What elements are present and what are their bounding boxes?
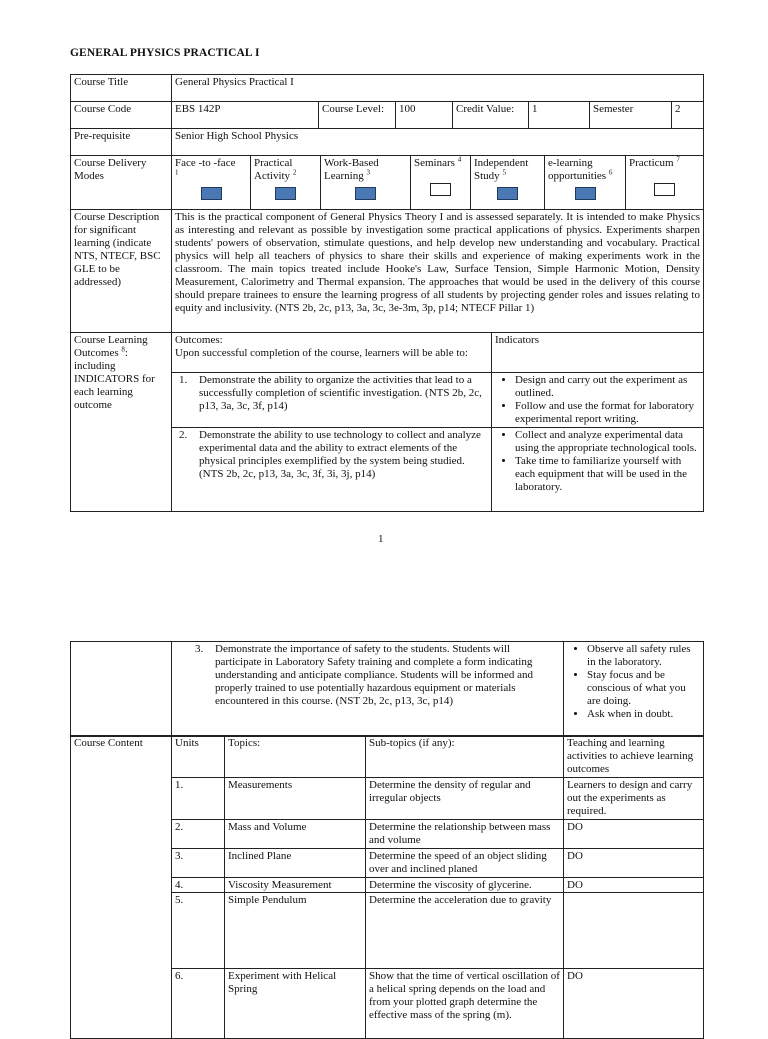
document-title: GENERAL PHYSICS PRACTICAL I	[70, 47, 260, 59]
course-content-table	[70, 641, 704, 737]
label-semester: Semester	[590, 102, 672, 129]
checkbox-work-based-learning[interactable]	[355, 187, 376, 200]
mode-practicum	[626, 156, 704, 210]
label-prerequisite: Pre-requisite	[71, 129, 172, 156]
footnote-ref: 3	[366, 168, 370, 177]
row-prerequisite	[71, 129, 704, 156]
topic: Mass and Volume	[225, 820, 366, 849]
outcome-1-indicators	[492, 373, 704, 428]
empty-label-cell	[71, 642, 172, 737]
content-header-row	[71, 736, 704, 778]
topic: Measurements	[225, 778, 366, 820]
mode-name: Face -to -face	[175, 157, 236, 169]
footnote-ref: 4	[457, 155, 462, 164]
label-course-level: Course Level:	[319, 102, 396, 129]
activity: Learners to design and carry out the experiments as required.	[564, 778, 704, 820]
delivery-modes-table	[70, 155, 704, 210]
topic: Simple Pendulum	[225, 893, 366, 969]
indicator-item: • Ask when in doubt.	[587, 708, 700, 721]
activity: DO	[564, 969, 704, 1039]
unit-number: 4.	[172, 878, 225, 893]
activity	[564, 893, 704, 969]
checkbox-e-learning[interactable]	[575, 187, 596, 200]
subtopic: Determine the speed of an object sliding over and inclined planed	[366, 849, 564, 878]
row-course-title	[71, 75, 704, 102]
mode-face-to-face	[172, 156, 251, 210]
activity: DO	[564, 849, 704, 878]
mode-e-learning: e-learning opportunities $^6$	[545, 156, 626, 210]
header-teaching: Teaching and learning activities to achieve learning outcomes	[564, 736, 704, 778]
outcome-2	[172, 428, 492, 512]
value-course-level: 100	[396, 102, 453, 129]
page-number: 1	[378, 533, 384, 545]
footnote-ref: 7	[676, 155, 680, 164]
description-outcomes-table	[70, 209, 704, 512]
unit-number: 5.	[172, 893, 225, 969]
value-semester: 2	[672, 102, 704, 129]
checkbox-practical-activity[interactable]	[275, 187, 296, 200]
outcomes-intro: Upon successful completion of the course, learners will be able to:	[175, 347, 468, 359]
activity: DO	[564, 878, 704, 893]
indicator-item: • Take time to familiarize yourself with each equipment that will be used in the laboratory.	[515, 455, 700, 494]
course-info-table	[70, 74, 704, 156]
subtopic: Determine the relationship between mass and volume	[366, 820, 564, 849]
indicator-item: • Observe all safety rules in the laboratory.	[587, 643, 700, 669]
outcome-3	[172, 642, 564, 737]
outcome-1	[172, 373, 492, 428]
outcome-text: Demonstrate the importance of safety to the students. Students will participate in Laboratory Safety training and complete a form indicating understanding and anticipate compliance. Students will be informed and properly trained to use potentially hazardous equipment or materials encountered in this course. (NST 2b, 2c, p13, 3c, p14)	[215, 643, 533, 707]
subtopic: Show that the time of vertical oscillation of a helical spring depends on the load and from your plotted graph determine the effective mass of the spring (m).	[366, 969, 564, 1039]
mode-name: Seminars	[414, 157, 455, 169]
row-learning-outcomes	[71, 333, 704, 373]
label-credit-value: Credit Value:	[453, 102, 529, 129]
outcome-3-indicators	[564, 642, 704, 737]
outcome-row-3	[71, 642, 704, 737]
subtopic: Determine the acceleration due to gravity	[366, 893, 564, 969]
indicator-item: • Follow and use the format for laboratory experimental report writing.	[515, 400, 700, 426]
indicator-item: • Collect and analyze experimental data using the appropriate technological tools.	[515, 429, 700, 455]
mode-work-based-learning: Work-Based Learning $^3$	[321, 156, 411, 210]
indicator-item: • Stay focus and be conscious of what you are doing.	[587, 669, 700, 708]
value-course-title: General Physics Practical I	[172, 75, 704, 102]
mode-independent-study: Independent Study $^5$	[471, 156, 545, 210]
outcome-2-indicators	[492, 428, 704, 512]
outcomes-header: Outcomes:	[175, 334, 223, 346]
label-course-description: Course Description for significant learning (indicate NTS, NTECF, BSC GLE to be addressed)	[71, 210, 172, 333]
footnote-ref: 5	[502, 168, 506, 177]
topic: Experiment with Helical Spring	[225, 969, 366, 1039]
activity: DO	[564, 820, 704, 849]
topic: Viscosity Measurement	[225, 878, 366, 893]
header-subtopics: Sub-topics (if any):	[366, 736, 564, 778]
footnote-ref: 6	[608, 168, 613, 177]
indicators-header: Indicators	[492, 333, 704, 373]
value-course-code: EBS 142P	[172, 102, 319, 129]
topic: Inclined Plane	[225, 849, 366, 878]
value-credit-value: 1	[529, 102, 590, 129]
checkbox-seminars[interactable]	[430, 183, 451, 196]
mode-seminars	[411, 156, 471, 210]
header-units: Units	[172, 736, 225, 778]
indicator-item: • Design and carry out the experiment as outlined.	[515, 374, 700, 400]
footnote-ref: 2	[292, 168, 297, 177]
outcome-text: Demonstrate the ability to use technology to collect and analyze experimental data and the ability to extract elements of the physical principles exemplified by the system being studied. (NTS 2b, 2c, p13, 3a, 3c, 3f, 3i, 3j, p14)	[199, 429, 481, 480]
course-description-text: This is the practical component of General Physics Theory I and is assessed separately. It is intended to make Physics as interesting and relevant as possible by investigation some practical applications of physics. Experiments sharpen students' powers of observation, stimulate questions, and help develop new understanding and vocabulary. Practical physics will help all teachers of physics to share their skills and experience of making experiments work in the classroom. The main topics treated include Hooke's Law, Surface Tension, Simple Harmonic Motion, Density Measurement, Calorimetry and Thermal expansion. The approaches that would be used in the delivery of this course should prepare trainees to ensure the learning progress of all students by projecting gender roles and issues relating to equity and inclusivity. (NTS 2b, 2c, p13, 3a, 3c, 3e-3m, 3p, p14; NTECF Pillar 1)	[172, 210, 704, 333]
label-course-code: Course Code	[71, 102, 172, 129]
outcome-number: 2.	[179, 429, 188, 441]
mode-practical-activity: Practical Activity $^2$	[251, 156, 321, 210]
value-prerequisite: Senior High School Physics	[172, 129, 704, 156]
course-content-units-table	[70, 735, 704, 1039]
label-delivery-modes: Course Delivery Modes	[71, 156, 172, 210]
footnote-ref: 1	[175, 168, 179, 177]
outcome-text: Demonstrate the ability to organize the activities that lead to a successfully completion of scientific investigation. (NTS 2b, 2c, p13, 3a, 3c, 3f, p14)	[199, 374, 482, 412]
mode-name: Practicum	[629, 157, 674, 169]
label-course-title: Course Title	[71, 75, 172, 102]
checkbox-face-to-face[interactable]	[201, 187, 222, 200]
checkbox-practicum[interactable]	[654, 183, 675, 196]
label-course-content: Course Content	[71, 736, 172, 1039]
unit-number: 1.	[172, 778, 225, 820]
row-course-description	[71, 210, 704, 333]
header-topics: Topics:	[225, 736, 366, 778]
checkbox-independent-study[interactable]	[497, 187, 518, 200]
subtopic: Determine the density of regular and irregular objects	[366, 778, 564, 820]
unit-number: 6.	[172, 969, 225, 1039]
unit-number: 3.	[172, 849, 225, 878]
outcomes-header-cell	[172, 333, 492, 373]
unit-number: 2.	[172, 820, 225, 849]
row-course-code	[71, 102, 704, 129]
outcome-number: 3.	[195, 643, 204, 655]
label-learning-outcomes: Course Learning Outcomes $^8$: including INDICATORS for each learning outcome	[71, 333, 172, 512]
subtopic: Determine the viscosity of glycerine.	[366, 878, 564, 893]
outcome-number: 1.	[179, 374, 188, 386]
